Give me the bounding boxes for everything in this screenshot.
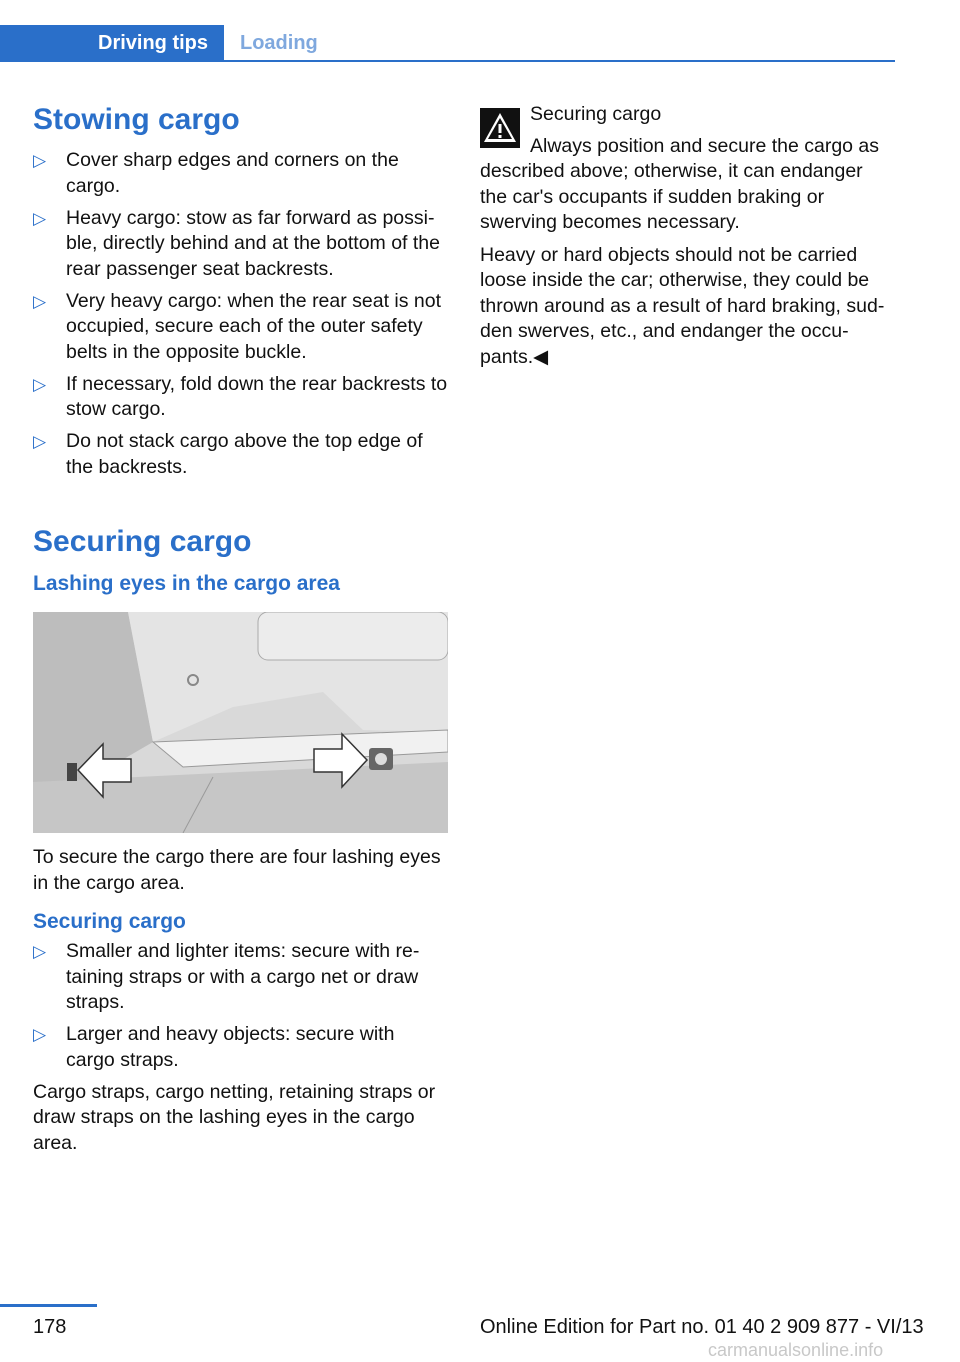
list-item [33, 429, 448, 480]
list-item-text: If necessary, fold down the rear backrests to stow cargo. [66, 372, 448, 420]
list-item [33, 939, 448, 1016]
lashing-eyes-heading: Lashing eyes in the cargo area [33, 572, 340, 595]
tab-loading[interactable]: Loading [240, 32, 318, 54]
list-item-text: Do not stack cargo above the top edge of the backrests. [66, 430, 423, 478]
edition-text: Online Edition for Part no. 01 40 2 909 877 - VI/13 [480, 1316, 924, 1338]
list-item-text: Smaller and lighter items: secure with retaining straps or with a cargo net or draw straps. [66, 940, 420, 1013]
cargo-area-drawing [33, 612, 448, 833]
triangle-bullet-icon: ▷ [33, 291, 47, 311]
list-item [33, 289, 448, 366]
watermark: carmanualsonline.info [708, 1340, 884, 1360]
warning-text-2: Heavy or hard objects should not be carried loose inside the car; otherwise, they could be thrown around as a result of hard braking, sudden swerves, etc., and endanger the occupants.◀ [480, 243, 885, 368]
list-item [33, 148, 448, 199]
triangle-bullet-icon: ▷ [33, 432, 47, 451]
warning-first-line-holder [530, 134, 895, 160]
page-number: 178 [33, 1316, 67, 1338]
warning-title: Securing cargo [530, 103, 662, 125]
warning-text-1: Always position and secure the cargo as described above; otherwise, it can endanger the car's occupants if sudden braking or swerving becomes necessary. [480, 134, 880, 233]
triangle-bullet-icon: ▷ [33, 942, 47, 961]
securing-cargo-subheading: Securing cargo [33, 910, 186, 933]
cargo-area-illustration [33, 612, 448, 833]
triangle-bullet-icon: ▷ [33, 151, 47, 170]
list-item-text: Heavy cargo: stow as far forward as possible, directly behind and at the bottom of the rear passenger seat backrests. [66, 206, 440, 280]
footer-rule [0, 1304, 97, 1307]
list-item [33, 372, 448, 423]
right-column [480, 102, 895, 370]
left-column [33, 100, 448, 1156]
securing-cargo-heading: Securing cargo [33, 525, 252, 558]
lashing-eyes-text: To secure the cargo there are four lashing eyes in the cargo area. [33, 846, 441, 894]
triangle-bullet-icon: ▷ [33, 208, 47, 228]
triangle-bullet-icon: ▷ [33, 374, 47, 394]
tab-driving-tips[interactable]: Driving tips [0, 25, 224, 62]
securing-closing-text: Cargo straps, cargo netting, retaining straps or draw straps on the lashing eyes in the cargo area. [33, 1080, 436, 1154]
stowing-bullet-list [33, 148, 448, 480]
list-item [33, 206, 448, 283]
list-item [33, 1022, 448, 1073]
stowing-cargo-heading: Stowing cargo [33, 103, 240, 136]
securing-bullet-list [33, 939, 448, 1073]
warning-header [480, 102, 895, 159]
triangle-bullet-icon: ▷ [33, 1025, 47, 1044]
warning-icon [480, 108, 520, 148]
list-item-text: Cover sharp edges and corners on the cargo. [66, 149, 399, 197]
list-item-text: Larger and heavy objects: secure with cargo straps. [66, 1023, 395, 1071]
header-tabs [0, 25, 895, 62]
list-item-text: Very heavy cargo: when the rear seat is not occupied, secure each of the outer safety belts in the opposite buckle. [66, 289, 442, 363]
